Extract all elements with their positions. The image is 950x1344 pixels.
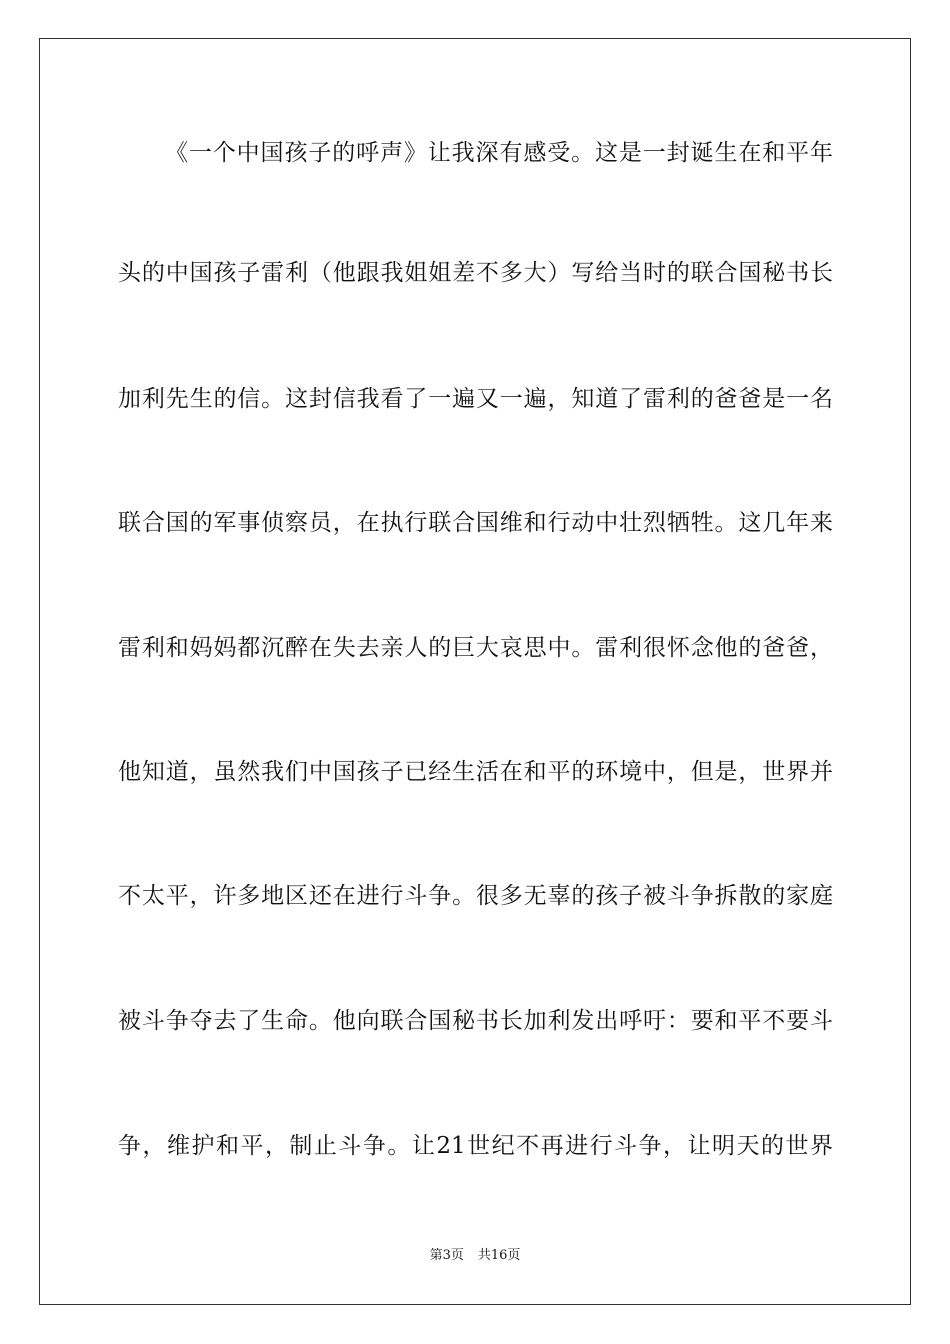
paragraph-line: 争，维护和平，制止斗争。让21世纪不再进行斗争，让明天的世界 [118,1133,833,1159]
paragraph-line: 不太平，许多地区还在进行斗争。很多无辜的孩子被斗争拆散的家庭 [118,883,833,909]
paragraph-line: 联合国的军事侦察员，在执行联合国维和行动中壮烈牺牲。这几年来 [118,510,833,536]
paragraph-line: 被斗争夺去了生命。他向联合国秘书长加利发出呼吁：要和平不要斗 [118,1008,833,1034]
page-footer [0,1247,950,1265]
page-number-current: 第3页 [429,1248,464,1263]
page-border [39,38,911,1305]
paragraph-line: 雷利和妈妈都沉醉在失去亲人的巨大哀思中。雷利很怀念他的爸爸， [118,635,833,661]
paragraph-line: 《一个中国孩子的呼声》让我深有感受。这是一封诞生在和平年 [165,140,833,166]
page-number-total: 共16页 [477,1248,521,1263]
paragraph-line: 他知道，虽然我们中国孩子已经生活在和平的环境中，但是，世界并 [118,759,833,785]
paragraph-line: 加利先生的信。这封信我看了一遍又一遍，知道了雷利的爸爸是一名 [118,386,833,412]
paragraph-line: 头的中国孩子雷利（他跟我姐姐差不多大）写给当时的联合国秘书长 [118,260,833,286]
